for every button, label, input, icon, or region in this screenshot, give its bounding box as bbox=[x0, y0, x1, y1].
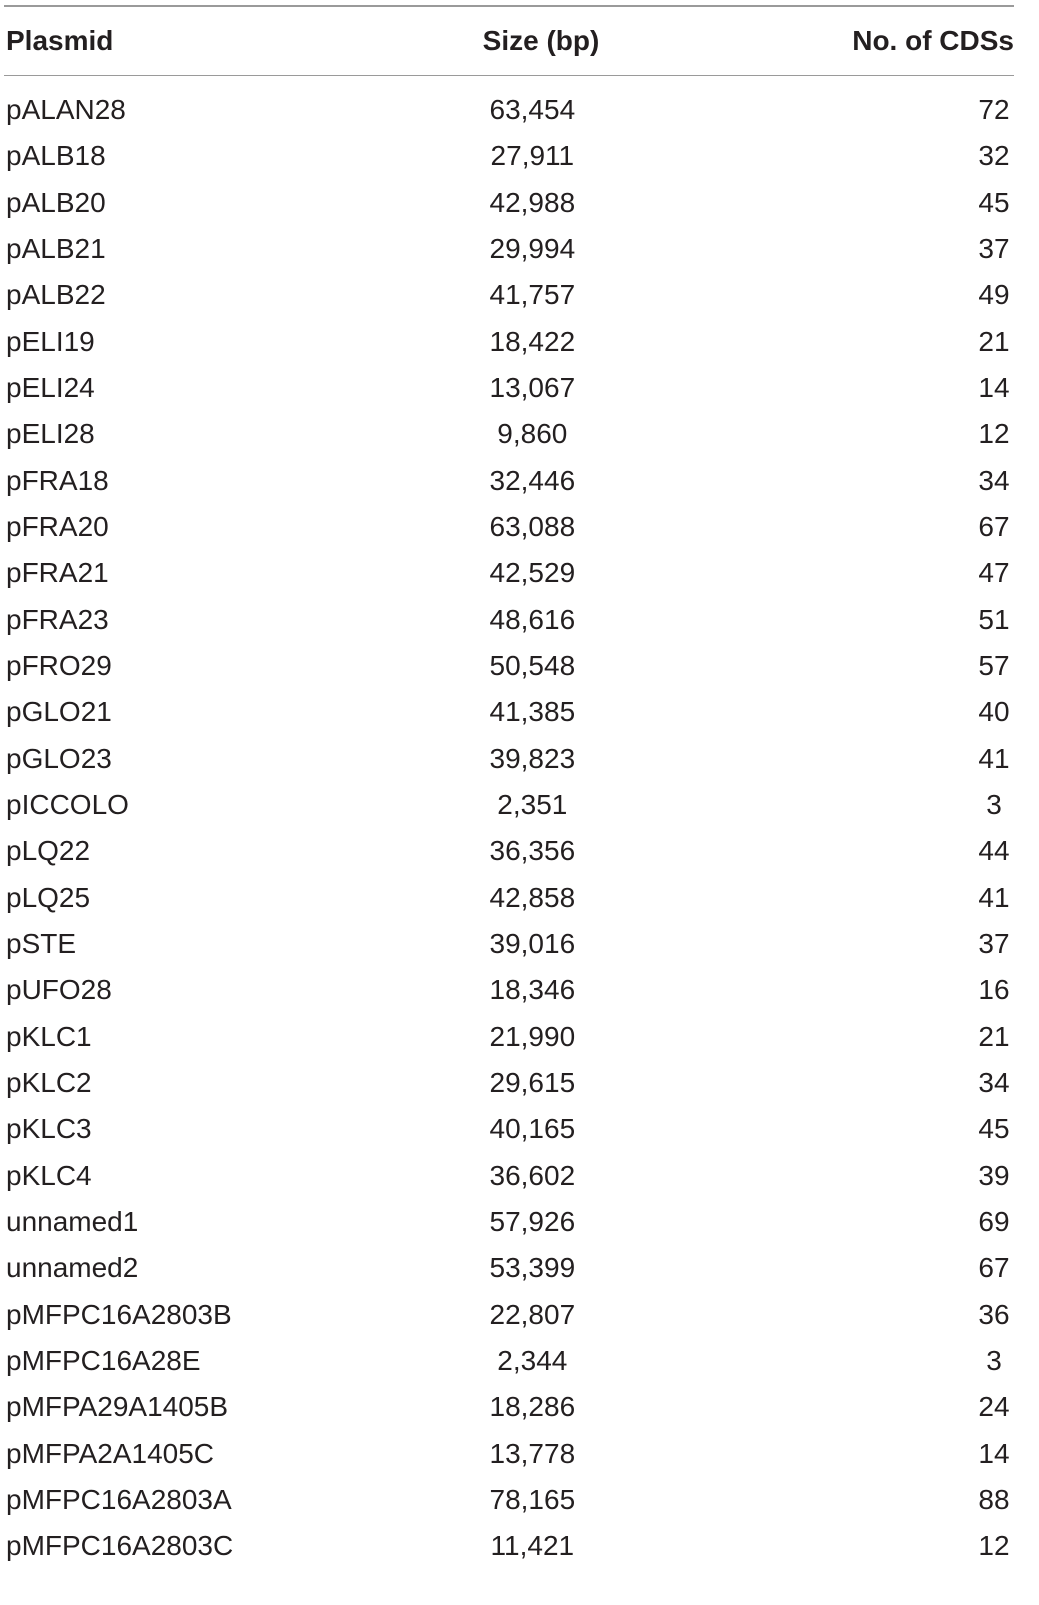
cell-plasmid: pFRA23 bbox=[6, 603, 109, 635]
cell-plasmid: pKLC2 bbox=[6, 1067, 92, 1099]
cell-size: 40,165 bbox=[489, 1113, 576, 1145]
cell-cds-count: 36 bbox=[978, 1298, 1010, 1330]
cell-cds-count-wrap bbox=[734, 1438, 1014, 1470]
cell-size: 78,165 bbox=[489, 1484, 576, 1515]
cell-cds-count: 32 bbox=[978, 140, 1010, 172]
cell-size: 18,422 bbox=[489, 325, 576, 357]
cell-cds-count: 37 bbox=[978, 233, 1010, 265]
cell-size: 39,823 bbox=[489, 742, 576, 774]
cell-cds-count-wrap bbox=[734, 140, 1014, 172]
cell-size: 21,990 bbox=[489, 1020, 576, 1052]
table-row bbox=[4, 365, 1014, 411]
cell-size: 41,757 bbox=[489, 279, 576, 311]
cell-plasmid: pFRA20 bbox=[6, 511, 109, 543]
cell-plasmid: pFRA21 bbox=[6, 557, 109, 589]
cell-size: 48,616 bbox=[489, 603, 576, 635]
table-row bbox=[4, 597, 1014, 643]
table-row bbox=[4, 272, 1014, 318]
cell-cds-count-wrap bbox=[734, 743, 1014, 775]
cell-cds-count: 44 bbox=[978, 835, 1010, 867]
cell-size: 2,351 bbox=[497, 789, 568, 821]
cell-cds-count-wrap bbox=[734, 974, 1014, 1006]
cell-cds-count: 41 bbox=[978, 881, 1010, 913]
cell-plasmid: pICCOLO bbox=[6, 789, 129, 821]
cell-cds-count: 67 bbox=[978, 511, 1010, 543]
table-row bbox=[4, 689, 1014, 735]
cell-cds-count: 49 bbox=[978, 279, 1010, 311]
cell-cds-count-wrap bbox=[734, 187, 1014, 219]
cell-size: 63,088 bbox=[489, 511, 576, 543]
table-row bbox=[4, 319, 1014, 365]
cell-cds-count: 67 bbox=[978, 1252, 1010, 1284]
table-row bbox=[4, 1060, 1014, 1106]
cell-cds-count-wrap bbox=[734, 1299, 1014, 1331]
table-row bbox=[4, 1338, 1014, 1384]
cell-cds-count: 51 bbox=[978, 603, 1010, 635]
cell-size: 13,067 bbox=[489, 372, 576, 404]
cell-size: 2,344 bbox=[497, 1345, 568, 1377]
cell-cds-count-wrap bbox=[734, 557, 1014, 589]
cell-size: 29,615 bbox=[489, 1067, 576, 1099]
cell-cds-count-wrap bbox=[734, 1530, 1014, 1562]
cell-cds-count-wrap bbox=[734, 465, 1014, 497]
cell-cds-count-wrap bbox=[734, 418, 1014, 450]
cell-plasmid: pMFPA2A1405C bbox=[6, 1437, 215, 1469]
table-body bbox=[4, 76, 1014, 1570]
table-row bbox=[4, 87, 1014, 133]
table-row bbox=[4, 1014, 1014, 1060]
cell-cds-count: 12 bbox=[978, 1530, 1010, 1562]
cell-plasmid: pKLC4 bbox=[6, 1159, 92, 1191]
cell-cds-count-wrap bbox=[734, 279, 1014, 311]
table-row bbox=[4, 504, 1014, 550]
cell-plasmid: pGLO23 bbox=[6, 742, 112, 774]
table-row bbox=[4, 782, 1014, 828]
table-row bbox=[4, 180, 1014, 226]
cell-size: 22,807 bbox=[489, 1298, 576, 1330]
cell-cds-count-wrap bbox=[734, 1252, 1014, 1284]
cell-plasmid: pFRO29 bbox=[6, 650, 112, 682]
cell-size: 42,529 bbox=[489, 557, 576, 589]
cell-plasmid: pMFPC16A2803A bbox=[6, 1484, 232, 1515]
cell-plasmid: pMFPC16A2803C bbox=[6, 1530, 234, 1562]
header-size: Size (bp) bbox=[482, 25, 600, 56]
cell-cds-count: 12 bbox=[978, 418, 1010, 450]
cell-cds-count-wrap bbox=[734, 326, 1014, 358]
cell-plasmid: pALB18 bbox=[6, 140, 106, 172]
cell-cds-count: 69 bbox=[978, 1206, 1010, 1238]
table-row bbox=[4, 1106, 1014, 1152]
header-plasmid: Plasmid bbox=[6, 25, 114, 56]
cell-cds-count: 21 bbox=[978, 325, 1010, 357]
cell-plasmid: pMFPC16A28E bbox=[6, 1345, 201, 1377]
cell-plasmid: pKLC1 bbox=[6, 1020, 92, 1052]
table-row bbox=[4, 1431, 1014, 1477]
cell-size: 36,356 bbox=[489, 835, 576, 867]
cell-plasmid: pALAN28 bbox=[6, 94, 126, 126]
table-row bbox=[4, 1245, 1014, 1291]
cell-size: 27,911 bbox=[490, 140, 575, 172]
cell-cds-count-wrap bbox=[734, 1021, 1014, 1053]
table-row bbox=[4, 1153, 1014, 1199]
table-row bbox=[4, 550, 1014, 596]
table-row bbox=[4, 828, 1014, 874]
cell-cds-count-wrap bbox=[734, 835, 1014, 867]
cell-cds-count: 47 bbox=[978, 557, 1010, 589]
table-row bbox=[4, 921, 1014, 967]
cell-cds-count: 72 bbox=[978, 94, 1010, 126]
cell-cds-count-wrap bbox=[734, 1484, 1014, 1516]
cell-plasmid: pLQ22 bbox=[6, 835, 91, 867]
cell-plasmid: unnamed1 bbox=[6, 1206, 139, 1238]
cell-cds-count: 14 bbox=[978, 372, 1010, 404]
cell-cds-count: 45 bbox=[978, 186, 1010, 218]
cell-plasmid: pALB22 bbox=[6, 279, 106, 311]
cell-plasmid: unnamed2 bbox=[6, 1252, 139, 1284]
cell-cds-count-wrap bbox=[734, 1160, 1014, 1192]
cell-plasmid: pUFO28 bbox=[6, 974, 112, 1006]
cell-plasmid: pELI19 bbox=[6, 325, 95, 357]
table-row bbox=[4, 736, 1014, 782]
cell-size: 29,994 bbox=[489, 233, 576, 265]
table-row bbox=[4, 875, 1014, 921]
table-row bbox=[4, 1477, 1014, 1523]
cell-size: 53,399 bbox=[489, 1252, 576, 1284]
cell-size: 18,346 bbox=[489, 974, 576, 1006]
cell-size: 18,286 bbox=[489, 1391, 576, 1423]
cell-cds-count-wrap bbox=[734, 604, 1014, 636]
table-row bbox=[4, 458, 1014, 504]
cell-size: 42,988 bbox=[489, 186, 576, 218]
cell-plasmid: pALB21 bbox=[6, 233, 106, 265]
cell-size: 39,016 bbox=[489, 928, 576, 960]
table-row bbox=[4, 1292, 1014, 1338]
cell-cds-count-wrap bbox=[734, 650, 1014, 682]
table-row bbox=[4, 1384, 1014, 1430]
cell-cds-count-wrap bbox=[734, 1391, 1014, 1423]
cell-cds-count: 37 bbox=[978, 928, 1010, 960]
cell-cds-count-wrap bbox=[734, 696, 1014, 728]
cell-cds-count-wrap bbox=[734, 511, 1014, 543]
cell-plasmid: pGLO21 bbox=[6, 696, 112, 728]
cell-cds-count-wrap bbox=[734, 372, 1014, 404]
table-row bbox=[4, 967, 1014, 1013]
cell-plasmid: pMFPA29A1405B bbox=[6, 1391, 229, 1423]
table-row bbox=[4, 1199, 1014, 1245]
cell-cds-count-wrap bbox=[734, 94, 1014, 126]
cell-plasmid: pMFPC16A2803B bbox=[6, 1298, 232, 1330]
cell-cds-count: 41 bbox=[978, 742, 1010, 774]
table-row bbox=[4, 411, 1014, 457]
cell-size: 36,602 bbox=[489, 1159, 576, 1191]
table-row bbox=[4, 1523, 1014, 1569]
plasmid-table bbox=[4, 5, 1014, 1570]
cell-cds-count: 34 bbox=[978, 464, 1010, 496]
cell-size: 41,385 bbox=[489, 696, 576, 728]
cell-size: 63,454 bbox=[489, 94, 576, 126]
cell-size: 42,858 bbox=[489, 881, 576, 913]
cell-cds-count: 16 bbox=[978, 974, 1010, 1006]
cell-size: 50,548 bbox=[489, 650, 576, 682]
cell-cds-count: 21 bbox=[978, 1020, 1010, 1052]
cell-size: 13,778 bbox=[489, 1437, 576, 1469]
header-cds-count: No. of CDSs bbox=[852, 25, 1014, 56]
cell-cds-count: 3 bbox=[986, 789, 1002, 821]
cell-plasmid: pELI28 bbox=[6, 418, 95, 450]
cell-cds-count-wrap bbox=[734, 1113, 1014, 1145]
table-row bbox=[4, 133, 1014, 179]
cell-cds-count: 39 bbox=[978, 1159, 1010, 1191]
table-row bbox=[4, 226, 1014, 272]
cell-cds-count: 45 bbox=[978, 1113, 1010, 1145]
cell-plasmid: pALB20 bbox=[6, 186, 106, 218]
cell-cds-count: 34 bbox=[978, 1067, 1010, 1099]
cell-plasmid: pSTE bbox=[6, 928, 77, 960]
cell-cds-count-wrap bbox=[734, 1345, 1014, 1377]
cell-cds-count-wrap bbox=[734, 1067, 1014, 1099]
cell-cds-count: 3 bbox=[986, 1345, 1002, 1377]
cell-plasmid: pELI24 bbox=[6, 372, 95, 404]
cell-size: 57,926 bbox=[489, 1206, 576, 1238]
cell-plasmid: pKLC3 bbox=[6, 1113, 92, 1145]
table-row bbox=[4, 643, 1014, 689]
cell-size: 11,421 bbox=[490, 1530, 575, 1562]
cell-cds-count: 40 bbox=[978, 696, 1010, 728]
cell-cds-count-wrap bbox=[734, 233, 1014, 265]
cell-plasmid: pFRA18 bbox=[6, 464, 109, 496]
cell-cds-count-wrap bbox=[734, 789, 1014, 821]
cell-cds-count-wrap bbox=[734, 928, 1014, 960]
cell-cds-count-wrap bbox=[734, 882, 1014, 914]
cell-cds-count-wrap bbox=[734, 1206, 1014, 1238]
cell-cds-count: 88 bbox=[978, 1484, 1010, 1515]
cell-size: 32,446 bbox=[489, 464, 576, 496]
cell-plasmid: pLQ25 bbox=[6, 881, 91, 913]
cell-cds-count: 14 bbox=[978, 1437, 1010, 1469]
table-header bbox=[4, 7, 1014, 76]
cell-cds-count: 24 bbox=[978, 1391, 1010, 1423]
cell-cds-count: 57 bbox=[978, 650, 1010, 682]
cell-size: 9,860 bbox=[497, 418, 568, 450]
